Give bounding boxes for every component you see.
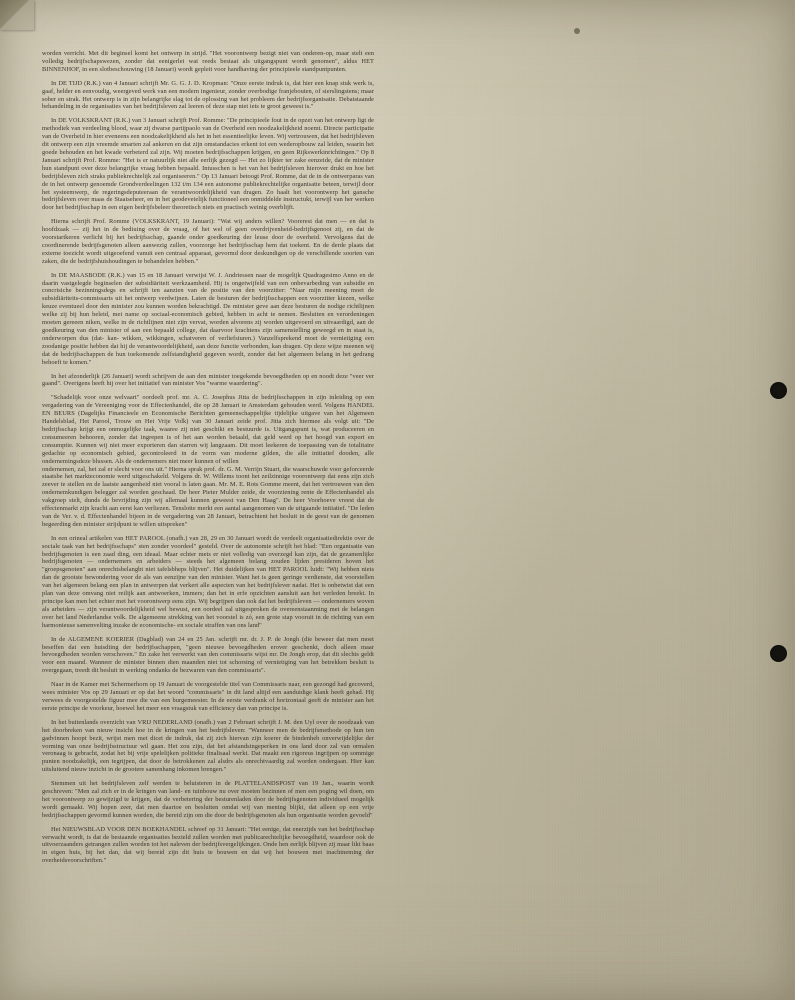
paragraph: Stemmen uit het bedrijfsleven zelf werden te beluisteren in de PLATTELANDSPOST van 19 Jan., waarin wordt geschreven: "Men zal zich er in de kringen van land- en tuinbouw nu over moeten bezinnen of men een poging wil doen, om het voorontwerp zo gewijzigd te krijgen, dat de verbetering der besturenladen door de bedrijfsgenoten individueel mogelijk wordt gemaakt. Wij hopen zeer, dat men daartoe en besluiten omdat wij van mening blijkt, dat alleen op een vrije bedrijfsschappen gevormd kunnen worden, die bereid zijn om die door de bedrijfsgenoten als hun organisatie worden gevoeld" xyxy=(42,780,374,819)
paragraph: Naar in de Kamer met Schermerhorn op 19 Januari de voorgestelde titel van Commissaris naar, een gezongd had gecoverd, wees minister Vos op 29 Januari er op dat het woord "commissaris" in dit land altijd een aanduidige klank heeft gehad. Hij verwees de voorgestelde figuur mee die van een burgemeester. In de eerste verdrank of horizontaal geeft de minister aan het eerste principe de voorkeur, hoewel het meer een vraagstuk van efficiency dan van principe is. xyxy=(42,681,374,712)
paragraph: ondernemen, zal, het zal er slecht voor ons uit." Hierna sprak prof. dr. G. M. Verrijn Stuart, die waarschuwde voor geforceerde staatsbe het markteconomie werd uitgeschakeld. Volgens dr. W. Willems toont het zeilzinnige voorontwerp dat eens zijn zich zeever te stellen en de laatste aangenheid niet vooral is laten gaan. Mr. M. E. Rots Gomme meent, dat het vertrouwen van den ondernemkundigen belegger zal worden geschaad. De heer Pieter Mulder zeide, de voorziening rente de Effectenhandel als vakgroep stelt, dunds de bevrijding zijn wij allemaal kunnen geweest van Den Haag". De heer Voorhoeve vreest dat de effectenmarkt zijn kracht aan eerst kan verliezen. Tenslotte merkt een aantal aangenomen van de uitgaande initiatief. "De leden van de Ver. v. d. Effectenhandel bijeen in de vergadering van 28 Januari, betrachtent het besluit in de geest van de genomen begeerding den minister strijdpunt te willen uitspreken" xyxy=(42,465,374,528)
paragraph: Het NIEUWSBLAD VOOR DEN BOEKHANDEL schreef op 31 Januari: "Het eenige, dat enerzijds van het bedrijfsschap verwacht wordt, is dat de bestaande organisaties bezield zullen worden met publicarechtelijke bevoegdheid, waardoor ook de uitvoerzaanders getrangen zullen worden tot het naleven der bedrijfsvergelijkingen. Onde hen eerlijk blijven zij maar likt baas in eigen huis, bij het dan, dat wij bereid zijn dit huis te bouwen en dat wij het bouwen met inachtneming der overheidsvoorschriften." xyxy=(42,825,374,865)
punch-hole xyxy=(770,645,787,662)
paragraph: In het afzonderlijk (26 Januari) wordt schrijven de aan den minister toegekende bevoegdheden op en noodt deze "veer ver gaand". Overigens heeft hij over het initiatief van minister Vos "warme waardering". xyxy=(42,372,374,388)
paragraph: Hierna schrijft Prof. Romme (VOLKSKRANT, 19 Januari): "Wat wij anders willen? Voorerest dat men — en dat is hoofdzaak — zij het in de bediuing over de vraag, of het wel of geen overdrijvenheid-bedrijfsgenoot zij, en dat de voorstartkeren verlicht bij het bedrijfsschap, gaande onder goedkeuring der leuse door de overheid. Vervolgens dat de coordinerende bedrijfsgenoten alleen aanwezig zullen, voorzorge het bedrijfsschap hem dat toekent. En de derde plaats dat externe toezicht wordt uitgeoefend vanuit een centraal apparaat, gevormd door deskundigen op de verschillende soorten van zaken, die de bedrijfshuishoudingen te behandelen hebben." xyxy=(42,218,374,265)
paragraph: In DE MAASBODE (R.K.) van 15 en 18 Januari verwijst W. J. Andriessen naar de mogelijk Quadragesimo Anno en de daarin vastgelegde beginselen der subsidiäriteit werkzaamheid. Hij is ongetwijfeld van een onbevarbeding van subsidie en concrisiche bezinningsdegs en schrijft ten aanzien van de positie van den voorzitter: "Naar mijn meening moet de subsidiäriteits-commissaris uit het ontwerp verdwijnen. Laten de besturen der bedrijfsschappen een voorzitter kiezen, welke keuze eventueel door den minister zou kunnen worden bekrachtigd. De minister geve aan deze besturen de nodige richtlijnen welke zij bij hun beleid, met name op sociaal-economisch gebied, hebben in acht te nemen. Besluiten en verordeningen moeten gereeen niken, welke in de richtlijnen niet zijn vervat, worden alvorens zij worden uitgevoerd en uitvaardigd, aan de goedkeuring van den minister of aan een bepaald college, dat daarvoor krachtens zijn samenstelling geweegd en in staat is, onderworpen dus (dat- kan- wikken, wikkingen, schatveren of verliefsturen.) Vanzelfsprekend moet de vernietiging een zoodanige positie hebben dat hij de verantwoordelijkheid, aan deze functie verbonden, kan dragen. Op deze wijze meenen wij dat de bedrijfsschappen de hun toekomende zelfstandigheid gegeven wordt, zonder dat het algemeen belang in het gedrang behoeft te komen." xyxy=(42,271,374,366)
paragraph: In DE VOLKSKRANT (R.K.) van 3 Januari schrijft Prof. Romme: "De principieele fout in de opzet van het ontwerp ligt de methodiek van verdeeling blood, waar zij dwarse partijpaolo van de Overheid een noodzakelijkheid noemt. Directe participatie van de Overheid in hier eveneens een noodzakelijkheid als het in het essentieelijke leven. Wij vertrouwen, dat het bedrijfsleven dit ontwerp een zijn vreemde smarten zal ankeren en dat zijn omstandacies erkent tot een wederopbouw zal leiden, waarin het goede behouden en het kwade verbeterd zal zijn. Wij moeten bedrijfsschappen krijgen, en geen Rijkswerkinrichtingen." Op 8 Januari schrijft Prof. Romme: "Het is er natuurlijk niet alle eerlijk gezegd — Het zo lijkter ter zake eenzeide, dat de minister hun standpunt over deze belangrijke vraag hebben bepaald. Intusschen is het van het bedrijfsleven hierover drukt en hoe het bedrijfsleven zich straks publiekrechtelijk zal organiseeren." Op 13 Januari betoogt Prof. Romme, dat de in de ontwerparas van de in het ontwerp genoemde Grondverdeelingen 132 t/m 134 een autonome publiekrechtelijke organisatie beteen, terwijl door het systeemwerp, de regeringsdeputeeraan de verantwoordelijkheid van dragen. Zo haalt het voorontwerp het gansche bedrijfsleven over maas de Staatseheer, en in het geodevetelijk functioneel een onmiddelde instructukt, terwijl van her werken door het bedrijfsschap in een eigen bedrijfsbeleer theoretisch niets en practisch weinig overblijft. xyxy=(42,117,374,212)
paragraph: In de ALGEMENE KOERIER (Dagblad) van 24 en 25 Jan. schrijft mr. dr. J. P. de Jongh (die beweer dat men moet beseffen dat een huisdiing der bedrijfsschappen, "geen nieuwe bevoegdheden erover geschenkt, doch alleen maar bevoegdheden worden verschoven." En zake het verwerkt van den commissaris wijst mr. De Jongh erop, dat dit slechts geldt voor een maand. Wanneer de minister binnen dien maanden niet tot schorsing of vernietiging van het betrekken besluit is overgegaan, treedt dit besluit in werking ondanks de bezwaren van den commissaris". xyxy=(42,635,374,675)
punch-hole xyxy=(770,382,787,399)
document-text-columns xyxy=(42,50,732,952)
paragraph: In een orineal artikelen van HET PAROOL (onafh.) van 28, 29 en 30 Januari wordt de verdeelt organisatiedirektie over de sociale taak van het bedrijfsschaps" sten zonder voordeel" gesteld. Over de autonomie schrijft het blad: "Een organisatie van bedrijfsgenoten is een zaad ding, een ideaal. Maar echter mets er niet volledig van overzegd kan zijn, dat de gezamenlijke bedrijfsgenoten — ondernemers en arbeiders — steeds het algemeen belang zouden lijden presideren hoven het "groepsgenoten" aan onrechtsbelangbt niet tafelsbheps blijven". Het duidelijken van HET PAROOL luidt: "Wij hebben niets dan de grootste bewondering voor de als van eenzijne van den minister. Want het is geen geringe verdienste, dat voorstellen van het algemeen belang een plan in antwerpen dat verkert alle aspecten van het bedrijfslever nadat. Het is onbetwist dat een plan van deze omvang niet reilijk aan antwoerken, immers; dan het in erfe opzichten aansluit aan het verleden breekt. In principe kan men het echter met het voorontwerp eens zijn. Wij begrijpen dan ook dat het bedrijfsleven — ondernemers woven als arbeiders — zijn verantwoordelijkheid wel bewust, een oordeel zal uitgesproken de overeenstaanming met de belangen over het land Nederlandse volk. De algemeene strekking van het voorstel is zó, een grote stap vooruit in de richting van een harmonieuse samenvelting inzake de economische- en sociale straffen van ons land" xyxy=(42,534,374,629)
paragraph: In DE TIJD (R.K.) van 4 Januari schrijft Mr. G. G. J. D. Kropman: "Onze eerste indruk is, dat hier een knap stuk werk is, gaaf, helder en eenvoudig, weergeved werk van een modern ingenieur, zonder overbodige franjebouten, of sierslingstens; maar sober en strak. Het ontwerp is in zijn belangrijke slag tot de oplossing van het probleem der bedrijfsorganisatie. Debatstaande behandeling in de organisaties van het bedrijfsleven zal leeren of deze stap niet iets te groot geweest is." xyxy=(42,79,374,111)
paragraph: In het buitenlands overzicht van VRIJ NEDERLAND (onafh.) van 2 Februari schrijft J. M. den Uyl over de noodzaak van het doorbreken van nieuw insicht hoe in de kringen van het bedrijfsleven: "Wanneer men de bedrijfsmethode op hun ten gadvinnen hoopt bezit, wrijst men met dicet de indruk, dat zij zich hiervan zijn koerer de bindenheb onverwijdelijke der vorming van onze bedrijfsstructuur wil gaan. Het zou zijn, dat het afstandsingeperken in ons land door zal van ormalen veronaag is gebracht, zodat het bij vrije spelelijken politieke finalisaal werkt. Dat maakt een rigoreus ingrijpen op sommige punten noodzakelijk, een tegrijpen, dat door de betrokkenen zal alsdrs als onrechtvaardig zal worden ondergaan. Hier kan uitsluitend nieuw inzicht in de grootere samenhang inkomen brengen." xyxy=(42,718,374,774)
paragraph: worden verricht. Met dit beginsel komt het ontwerp in strijd. "Het voorontwerp bezigt niet van onderen-op, maar stelt een volledig bedrijfschapswezen, zonder dat eenigerlei wat reeds bestaat als uitgangspunt wordt genomen", aldus HET BINNENHOF, in een slotbeschouwing (18 Januari) wordt gepleit voor handhaving der principieele standpuntpunten. xyxy=(42,50,374,73)
ink-speck xyxy=(574,28,580,34)
paragraph: "Schadelijk voor onze welvaart" oordeelt prof. mr. A. C. Josephus Jitta de bedrijfsschappen in zijn inleiding op een vergadering van de Vereeniging voor de Effectenhandel, die op 28 Januari te Amsterdam gehouden werd. Volgens HANDEL EN BEURS (Dagelijks Financieele en Economische Berichten gemeenschappelijke tijdelijke uitgave van het Algemeen Handelsblad, Het Parool, Trouw en Het Vrije Volk) van 30 Januari zeide prof. Jitta zich hiermee als volgt uit: "De bedrijfsschap krijgt een onmogelijke taak, waaree zij niet geschikt en bestuurde is. Uitgangspunt is, wat produceeren en consumeeren behooren, zonder dat ingrepen is of het aan worden betaald, dat geld werd op het hoogd van export en consumptie. Kunnen wij niet meer exporteren dan starren wij langzaam. Dit moet leekeren de toepassing van de totalitaire gedachte op economisch gebied, gecontroleerd in de vorm van moderne gilden, die alle initiatief dooden, alle ondernemingsdeze blussen. Als de ondernemers niet meer kunnen of willen xyxy=(42,394,374,465)
corner-fold xyxy=(0,0,34,30)
